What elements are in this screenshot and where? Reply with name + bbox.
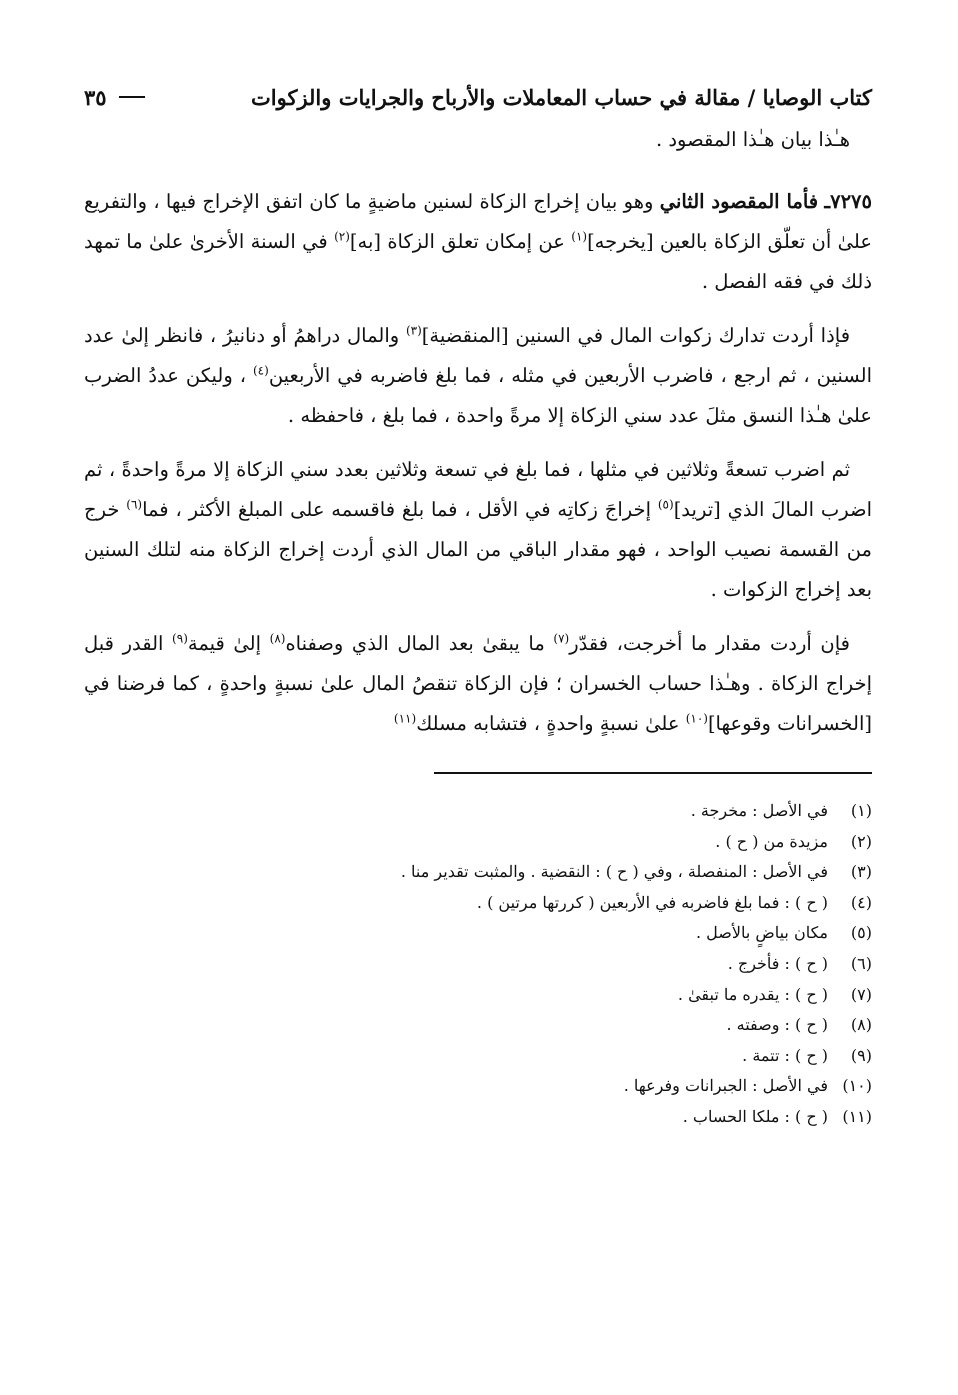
footnote-separator — [434, 772, 872, 774]
footnote-item — [84, 949, 872, 980]
header-title: كتاب الوصايا / مقالة في حساب المعاملات والأرباح والجرايات والزكوات — [251, 84, 872, 110]
footnote-ref: (٦) — [126, 497, 143, 512]
footnote-item — [84, 888, 872, 919]
footnote-number: (٢) — [850, 831, 872, 851]
footnote-number: (٥) — [850, 923, 872, 943]
footnote-text: ( ح ) : فأخرج . — [727, 953, 828, 973]
paragraph-text: في السنة الأخرىٰ علىٰ ما تمهد ذلك في فقه الفصل . — [84, 230, 872, 293]
paragraph-number: ٧٢٧٥ـ — [824, 190, 872, 213]
footnote-item — [84, 1010, 872, 1041]
footnote-number: (٩) — [850, 1045, 872, 1065]
footnote-number: (٣) — [850, 862, 872, 882]
paragraph-4 — [84, 624, 872, 744]
footnote-text: مزيدة من ( ح ) . — [715, 831, 828, 851]
paragraph-text: فإن أردت مقدار ما أخرجت، فقدّر — [569, 632, 851, 655]
paragraph-text: خرج من القسمة نصيب الواحد ، فهو مقدار الباقي من المال الذي أردت إخراج الزكاة منه لتلك السنين بعد إخراج الزكوات . — [84, 498, 872, 601]
intro-text: هـٰذا بيان هـٰذا المقصود . — [655, 128, 850, 151]
footnote-item — [84, 1071, 872, 1102]
paragraph-text: فإذا أردت تدارك زكوات المال في السنين [المنقضية] — [421, 324, 851, 347]
paragraph-7275 — [84, 182, 872, 302]
paragraph-text: والمال دراهمُ أو دنانيرُ ، فانظر إلىٰ عدد السنين ، ثم ارجع ، فاضرب الأربعين في مثله ، فما بلغ فاضربه في الأربعين — [84, 324, 872, 387]
footnote-number: (٤) — [850, 892, 872, 912]
running-header — [84, 74, 872, 120]
footnote-item — [84, 1102, 872, 1133]
footnote-text: مكان بياضٍ بالأصل . — [695, 923, 828, 943]
footnote-ref: (٣) — [405, 323, 422, 338]
footnote-number: (٦) — [850, 953, 872, 973]
footnote-number: (٨) — [850, 1015, 872, 1035]
book-page — [84, 74, 872, 1149]
paragraph-text: علىٰ نسبةٍ واحدةٍ ، فتشابه مسلك — [416, 712, 686, 735]
footnote-number: (١) — [850, 801, 872, 820]
footnote-number: (١٠) — [842, 1076, 872, 1096]
footnote-text: ( ح ) : يقدره ما تبقىٰ . — [677, 984, 828, 1004]
footnote-ref: (٥) — [657, 497, 674, 512]
footnote-item — [84, 980, 872, 1011]
footnote-ref: (٧) — [553, 631, 570, 646]
footnote-ref: (٩) — [172, 631, 188, 646]
footnote-ref: (٢) — [334, 229, 350, 244]
footnote-number: (١١) — [842, 1106, 872, 1126]
footnote-item — [84, 827, 872, 858]
paragraph-text: إخراجَ زكاتِه في الأقل ، فما بلغ فاقسمه على المبلغ الأكثر ، فما — [142, 498, 658, 521]
footnote-text: ( ح ) : فما بلغ فاضربه في الأربعين ( كررتها مرتين ) . — [476, 892, 828, 912]
footnote-ref: (١١) — [393, 711, 417, 726]
intro-line — [84, 120, 872, 160]
footnote-ref: (١) — [571, 229, 588, 244]
paragraph-2 — [84, 316, 872, 436]
footnote-number: (٧) — [850, 984, 872, 1004]
paragraph-text: ثم اضرب تسعةً وثلاثين في مثلها ، فما بلغ في تسعة وثلاثين بعدد سني الزكاة إلا مرةً واحدةً ، ثم اضرب المالَ الذي [تريد] — [84, 458, 872, 521]
paragraph-text: إلىٰ قيمة — [187, 632, 270, 655]
footnote-item — [84, 918, 872, 949]
paragraph-text: وهو بيان إخراج الزكاة لسنين ماضيةٍ ما كان اتفق الإخراج فيها ، والتفريع علىٰ أن تعلّق الزكاة بالعين [يخرجه] — [84, 190, 872, 253]
paragraph-text: عن إمكان تعلق الزكاة [به] — [349, 230, 572, 253]
footnote-text: في الأصل : الجبرانات وفرعها . — [623, 1076, 828, 1096]
page-number-group — [84, 85, 145, 110]
footnote-ref: (١٠) — [685, 711, 708, 726]
footnote-text: في الأصل : المنفصلة ، وفي ( ح ) : النقضية . والمثبت تقدير منا . — [400, 862, 828, 882]
page-number: ٣٥ — [84, 84, 107, 110]
footnote-item — [84, 796, 872, 827]
footnote-text: ( ح ) : تتمة . — [742, 1045, 828, 1065]
footnote-text: ( ح ) : وصفته . — [726, 1015, 828, 1035]
footnote-ref: (٤) — [252, 363, 269, 378]
header-dash — [119, 96, 145, 98]
footnote-ref: (٨) — [269, 631, 286, 646]
paragraph-3 — [84, 450, 872, 610]
paragraph-text: ، وليكن عددُ الضرب علىٰ هـٰذا النسق مثلَ عدد سني الزكاة إلا مرةً واحدة ، فما بلغ ، فاحفظه . — [84, 364, 872, 427]
paragraph-text: ما يبقىٰ بعد المال الذي وصفناه — [285, 632, 554, 655]
paragraph-text: القدر قبل إخراج الزكاة . وهـٰذا حساب الخسران ؛ فإن الزكاة تنقصُ المال علىٰ نسبةٍ واحدةٍ ، كما فرضنا في [الخسرانات وقوعها] — [84, 632, 872, 735]
footnote-item — [84, 1041, 872, 1072]
footnotes-list — [84, 796, 872, 1133]
paragraph-lead: فأما المقصود الثاني — [659, 190, 819, 213]
footnote-text: في الأصل : مخرجة . — [690, 801, 828, 820]
footnote-text: ( ح ) : ملكا الحساب . — [682, 1106, 828, 1126]
footnote-item — [84, 857, 872, 888]
